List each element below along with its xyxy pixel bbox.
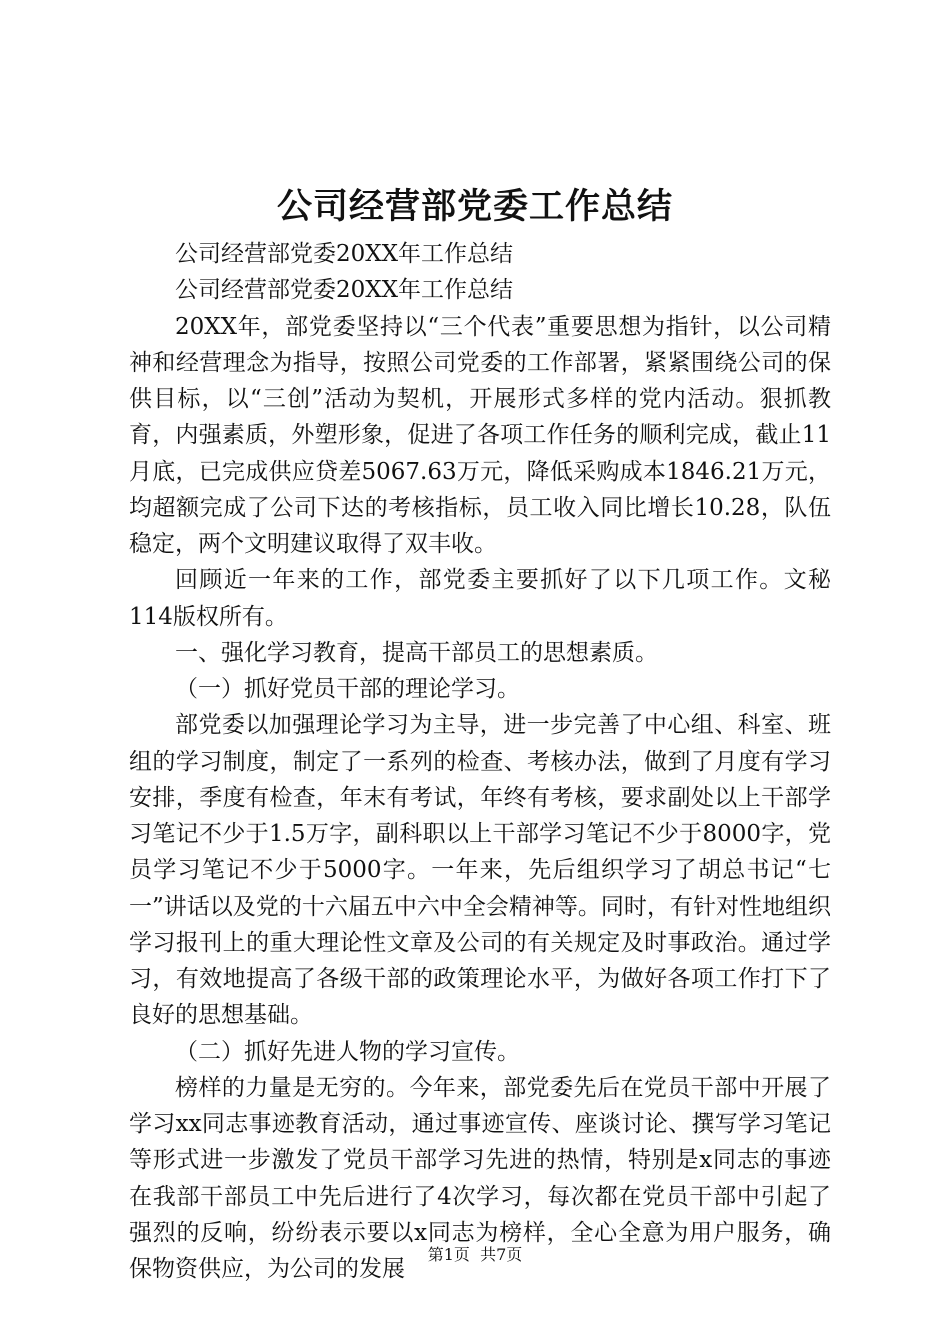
page-total: 共7页 (480, 1245, 523, 1264)
page-title: 公司经营部党委工作总结 (276, 186, 673, 227)
subtitle-line: 公司经营部党委20XX年工作总结 (175, 277, 514, 304)
body-paragraph: 部党委以加强理论学习为主导，进一步完善了中心组、科室、班组的学习制度，制定了一系列的检查、考核办法，做到了月度有学习安排，季度有检查，年末有考试，年终有考核，要求副处以上干部学习笔记不少于1.5万字，副科职以上干部学习笔记不少于8000字，党员学习笔记不少于5000字。一年来，先后组织学习了胡总书记“七一”讲话以及党的十六届五中六中全会精神等。同时，有针对性地组织学习报刊上的重大理论性文章及公司的有关规定及时事政治。通过学习，有效地提高了各级干部的政策理论水平，为做好各项工作打下了良好的思想基础。 (129, 712, 831, 1029)
subtitle-line: 公司经营部党委20XX年工作总结 (175, 241, 514, 267)
body-paragraph: 20XX年，部党委坚持以“三个代表”重要思想为指针，以公司精神和经营理念为指导，按照公司党委的工作部署，紧紧围绕公司的保供目标，以“三创”活动为契机，开展形式多样的党内活动。狠抓教育，内强素质，外塑形象，促进了各项工作任务的顺利完成，截止11月底，已完成供应贷差5067.63万元，降低采购成本1846.21万元，均超额完成了公司下达的考核指标，员工收入同比增长10.28，队伍稳定，两个文明建议取得了双丰收。 (129, 313, 831, 557)
page-number: 第1页 (427, 1245, 470, 1264)
body-paragraph: 回顾近一年来的工作，部党委主要抓好了以下几项工作。文秘114版权所有。 (129, 567, 831, 630)
body-paragraph: 榜样的力量是无穷的。今年来，部党委先后在党员干部中开展了学习xx同志事迹教育活动，通过事迹宣传、座谈讨论、撰写学习笔记等形式进一步激发了党员干部学习先进的热情，特别是x同志的事迹在我部干部员工中先后进行了4次学习，每次都在党员干部中引起了强烈的反响，纷纷表示要以x同志为榜样，全心全意为用户服务，确保物资供应，为公司的发展 (129, 1074, 831, 1282)
document-body (129, 236, 831, 1287)
page-footer (0, 1244, 950, 1266)
subsection-heading: （一）抓好党员干部的理论学习。 (175, 676, 520, 702)
subsection-heading: （二）抓好先进人物的学习宣传。 (175, 1038, 520, 1065)
section-heading: 一、强化学习教育，提高干部员工的思想素质。 (175, 639, 658, 666)
